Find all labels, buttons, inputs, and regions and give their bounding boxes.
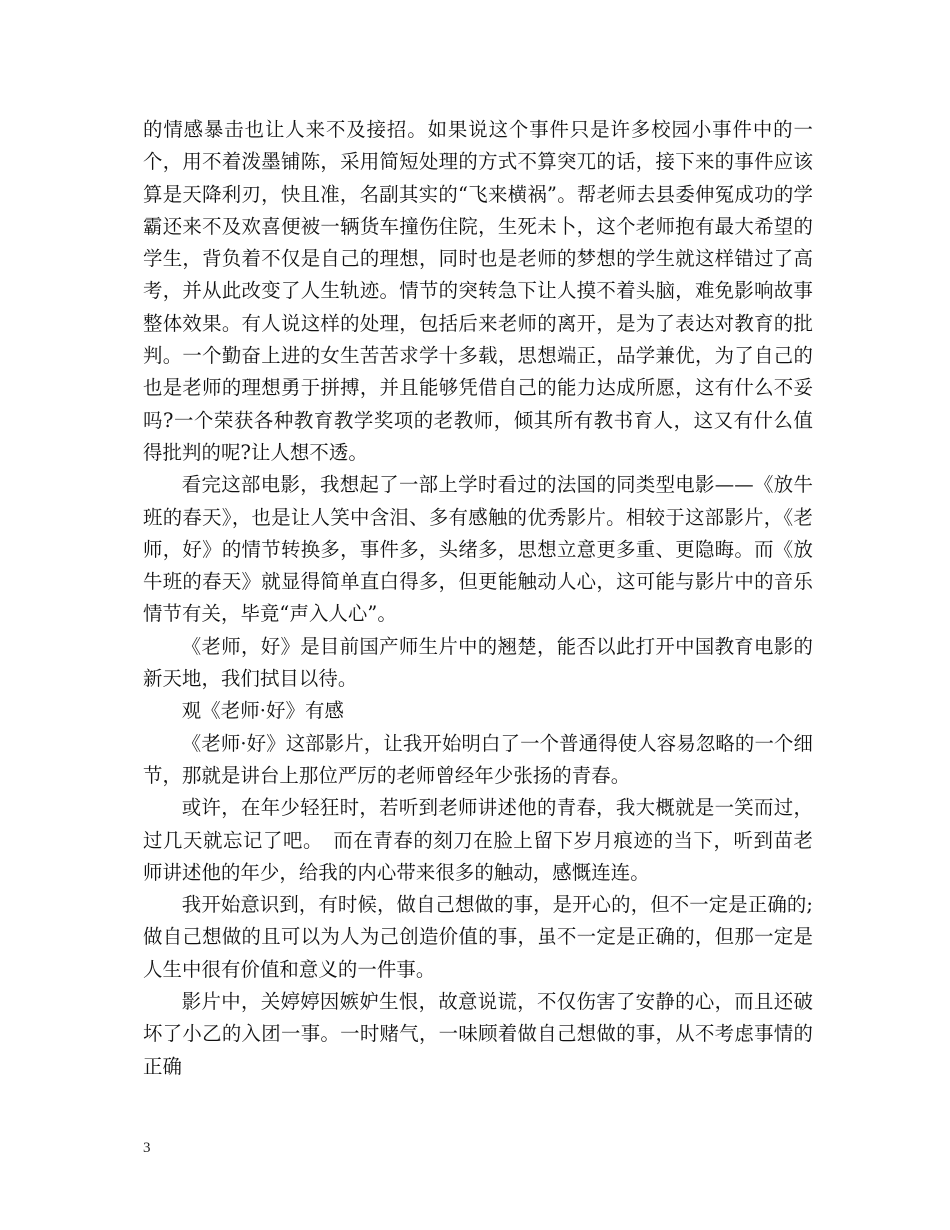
paragraph-6: 我开始意识到，有时候，做自己想做的事，是开心的，但不一定是正确的;做自己想做的且可以为人为己创造价值的事，虽不一定是正确的，但那一定是人生中很有价值和意义的一件事。 (143, 893, 813, 981)
paragraph-2: 看完这部电影，我想起了一部上学时看过的法国的同类型电影——《放牛班的春天》，也是让人笑中含泪、多有感触的优秀影片。相较于这部影片，《老师，好》的情节转换多，事件多，头绪多，思想立意更多重、更隐晦。而《放牛班的春天》就显得简单直白得多，但更能触动人心，这可能与影片中的音乐情节有关，毕竟“声入人心”。 (143, 473, 813, 626)
document-body (143, 114, 813, 1083)
paragraph-3: 《老师，好》是目前国产师生片中的翘楚，能否以此打开中国教育电影的新天地，我们拭目以待。 (143, 634, 813, 691)
page-number: 3 (143, 1140, 151, 1156)
section-heading: 观《老师·好》有感 (181, 699, 344, 723)
paragraph-1: 的情感暴击也让人来不及接招。如果说这个事件只是许多校园小事件中的一个，用不着泼墨铺陈，采用简短处理的方式不算突兀的话，接下来的事件应该算是天降利刃，快且准，名副其实的“飞来横祸”。帮老师去县委伸冤成功的学霸还来不及欢喜便被一辆货车撞伤住院，生死未卜，这个老师抱有最大希望的学生，背负着不仅是自己的理想，同时也是老师的梦想的学生就这样错过了高考，并从此改变了人生轨迹。情节的突转急下让人摸不着头脑，难免影响故事整体效果。有人说这样的处理，包括后来老师的离开，是为了表达对教育的批判。一个勤奋上进的女生苦苦求学十多载，思想端正，品学兼优，为了自己的也是老师的理想勇于拼搏，并且能够凭借自己的能力达成所愿，这有什么不妥吗?一个荣获各种教育教学奖项的老教师，倾其所有教书育人，这又有什么值得批判的呢?让人想不透。 (143, 118, 813, 464)
paragraph-4: 《老师·好》这部影片，让我开始明白了一个普通得使人容易忽略的一个细节，那就是讲台上那位严厉的老师曾经年少张扬的青春。 (143, 731, 813, 787)
paragraph-7: 影片中，关婷婷因嫉妒生恨，故意说谎，不仅伤害了安静的心，而且还破坏了小乙的入团一事。一时赌气，一味顾着做自己想做的事，从不考虑事情的正确 (143, 990, 813, 1078)
paragraph-5: 或许，在年少轻狂时，若听到老师讲述他的青春，我大概就是一笑而过，过几天就忘记了吧。 而在青春的刻刀在脸上留下岁月痕迹的当下，听到苗老师讲述他的年少，给我的内心带来很多的触动，感慨连连。 (143, 796, 813, 884)
